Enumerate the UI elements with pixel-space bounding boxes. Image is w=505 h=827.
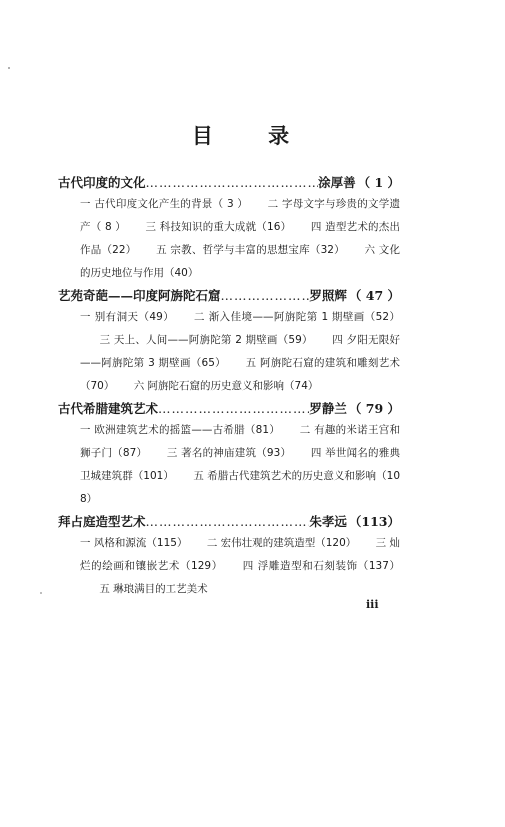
chapter-title: 艺苑奇葩——印度阿旃陀石窟 [58, 288, 221, 303]
section-entry: 一 欧洲建筑艺术的摇篮——古希腊（81） [80, 424, 281, 436]
page-title: 目 录 [191, 124, 314, 148]
leader-dots [146, 172, 319, 193]
section-entry: 二 宏伟壮观的建筑造型（120） [206, 537, 357, 549]
toc-chapter-1[interactable] [58, 172, 400, 193]
scan-speck [40, 592, 42, 594]
section-entry: 四 夕阳无限好——阿旃陀第 3 期壁画（65） [80, 334, 401, 369]
chapter-title: 拜占庭造型艺术 [58, 514, 146, 529]
section-entry: 二 有趣的米诺王宫和狮子门（87） [80, 424, 401, 459]
section-entry: 五 宗教、哲学与丰富的思想宝库（32） [156, 244, 345, 256]
chapter-title: 古代希腊建筑艺术 [58, 401, 159, 416]
section-entry: 四 浮雕造型和石刻装饰（137） [242, 560, 400, 572]
section-entry: 三 灿烂的绘画和镶嵌艺术（129） [80, 537, 401, 572]
section-entry: 四 造型艺术的杰出作品（22） [80, 221, 400, 256]
table-of-contents [58, 172, 400, 601]
chapter-title: 古代印度的文化 [58, 175, 146, 190]
toc-chapter-3[interactable] [58, 398, 400, 419]
chapter-author: 朱孝远 [309, 514, 347, 529]
chapter-page: （ 79 ） [348, 401, 400, 416]
chapter-page: （ 1 ） [357, 175, 400, 190]
section-entry: 五 希腊古代建筑艺术的历史意义和影响（108） [80, 470, 400, 505]
leader-dots [221, 285, 310, 306]
leader-dots [146, 511, 310, 532]
section-list [80, 419, 400, 511]
section-list [80, 193, 400, 285]
section-entry: 五 琳琅满目的工艺美术 [99, 583, 208, 595]
toc-chapter-2[interactable] [58, 285, 400, 306]
section-entry: 六 文化的历史地位与作用（40） [80, 244, 401, 279]
toc-chapter-4[interactable] [58, 511, 400, 532]
section-entry: 六 阿旃陀石窟的历史意义和影响（74） [133, 380, 319, 392]
page-number: iii [366, 598, 379, 611]
leader-dots [158, 398, 309, 419]
section-entry: 二 渐入佳境——阿旃陀第 1 期壁画（52） [193, 311, 400, 323]
chapter-page: （113） [348, 514, 400, 529]
section-list [80, 532, 400, 601]
section-entry: 一 古代印度文化产生的背景（ 3 ） [80, 198, 249, 210]
chapter-author: 涂厚善 [318, 175, 356, 190]
chapter-author: 罗静兰 [309, 401, 347, 416]
section-list [80, 306, 400, 398]
section-entry: 二 字母文字与珍贵的文学遗产（ 8 ） [80, 198, 400, 233]
chapter-page: （ 47 ） [348, 288, 400, 303]
section-entry: 四 举世闻名的雅典卫城建筑群（101） [80, 447, 400, 482]
section-entry: 一 风格和源流（115） [80, 537, 188, 549]
scan-speck [8, 67, 10, 69]
chapter-author: 罗照辉 [309, 288, 347, 303]
section-entry: 三 著名的神庙建筑（93） [166, 447, 292, 459]
section-entry: 五 阿旃陀石窟的建筑和雕刻艺术（70） [80, 357, 401, 392]
section-entry: 三 天上、人间——阿旃陀第 2 期壁画（59） [99, 334, 313, 346]
section-entry: 一 别有洞天（49） [80, 311, 175, 323]
section-entry: 三 科技知识的重大成就（16） [145, 221, 292, 233]
